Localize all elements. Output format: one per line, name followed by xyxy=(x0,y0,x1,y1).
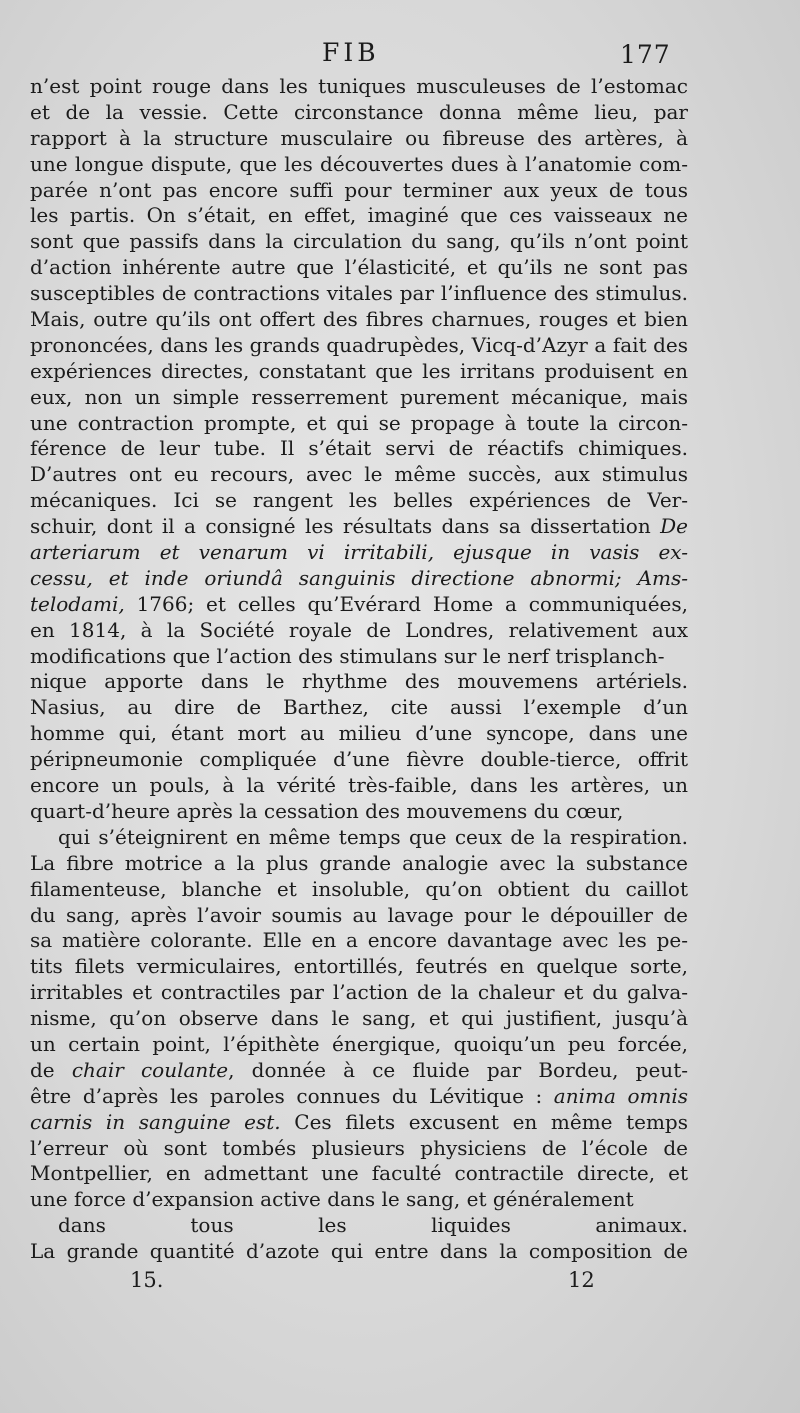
text-segment: Nasius, au dire de Barthez, cite aussi l’exemple d’un xyxy=(30,695,688,720)
text-line xyxy=(30,747,688,773)
text-segment: et de la vessie. Cette circonstance donna même lieu, par xyxy=(30,99,688,124)
text-segment: parée n’ont pas encore suffi pour terminer aux yeux de tous xyxy=(30,177,688,202)
italic-text: chair coulante xyxy=(71,1057,229,1082)
text-segment: sont que passifs dans la circulation du sang, qu’ils n’ont point xyxy=(30,229,688,254)
text-segment: férence de leur tube. Il s’était servi de réactifs chimiques. xyxy=(30,436,688,461)
text-line xyxy=(30,1187,688,1213)
text-line xyxy=(30,851,688,877)
signature-mark: 15. xyxy=(130,1268,164,1292)
page-header xyxy=(0,38,800,72)
text-segment: irritables et contractiles par l’action de la chaleur et du galva- xyxy=(30,980,688,1005)
text-segment: mécaniques. Ici se rangent les belles expériences de Ver- xyxy=(30,488,688,513)
text-line xyxy=(30,954,688,980)
text-segment: D’autres ont eu recours, avec le même succès, aux stimulus xyxy=(30,462,688,487)
text-segment: du sang, après l’avoir soumis au lavage pour le dépouiller de xyxy=(30,902,688,927)
page-footer xyxy=(0,1268,800,1298)
text-line xyxy=(30,928,688,954)
text-line xyxy=(30,255,688,281)
text-line xyxy=(30,592,688,618)
text-line xyxy=(30,1084,688,1110)
text-segment: tits filets vermiculaires, entortillés, feutrés en quelque sorte, xyxy=(30,954,688,979)
text-line xyxy=(30,618,688,644)
text-line xyxy=(30,695,688,721)
text-segment: prononcées, dans les grands quadrupèdes, Vicq-d’Azyr a fait des xyxy=(30,332,688,357)
italic-text: anima omnis xyxy=(553,1083,688,1108)
body-text xyxy=(30,74,688,1265)
text-line xyxy=(30,669,688,695)
text-line xyxy=(30,1161,688,1187)
text-line xyxy=(30,178,688,204)
text-line xyxy=(30,229,688,255)
text-segment: expériences directes, constatant que les irritans produisent en xyxy=(30,358,688,383)
text-line xyxy=(30,411,688,437)
italic-text: arteriarum et venarum vi irritabili, ejusque in vasis ex- xyxy=(30,540,688,565)
text-segment: filamenteuse, blanche et insoluble, qu’on obtient du caillot xyxy=(30,876,688,901)
text-segment: Ces filets excusent en même temps xyxy=(280,1109,688,1134)
text-line xyxy=(30,100,688,126)
text-segment: 1766; et celles qu’Evérard Home a communiquées, xyxy=(124,591,688,616)
text-line xyxy=(30,333,688,359)
text-line xyxy=(30,1006,688,1032)
text-line xyxy=(30,1213,688,1239)
text-segment: nique apporte dans le rhythme des mouvemens artériels. xyxy=(30,669,688,694)
text-line xyxy=(30,359,688,385)
text-segment: encore un pouls, à la vérité très-faible, dans les artères, un xyxy=(30,773,688,798)
text-segment: être d’après les paroles connues du Lévitique : xyxy=(30,1083,554,1108)
text-line xyxy=(30,281,688,307)
text-segment: dans tous les liquides animaux. xyxy=(58,1213,688,1238)
text-segment: nisme, qu’on observe dans le sang, et qui justifient, jusqu’à xyxy=(30,1006,688,1031)
text-segment: , donnée à ce fluide par Bordeu, peut- xyxy=(228,1057,688,1082)
text-line xyxy=(30,799,688,825)
text-line xyxy=(30,126,688,152)
text-line xyxy=(30,436,688,462)
text-line xyxy=(30,514,688,540)
text-segment: Mais, outre qu’ils ont offert des fibres charnues, rouges et bien xyxy=(30,307,688,332)
text-line xyxy=(30,566,688,592)
text-segment: une contraction prompte, et qui se propage à toute la circon- xyxy=(30,410,688,435)
text-segment: homme qui, étant mort au milieu d’une syncope, dans une xyxy=(30,721,688,746)
text-segment: quart-d’heure après la cessation des mouvemens du cœur, xyxy=(30,798,624,823)
text-line xyxy=(30,644,688,670)
text-segment: d’action inhérente autre que l’élasticité, et qu’ils ne sont pas xyxy=(30,255,688,280)
gathering-mark: 12 xyxy=(568,1268,595,1292)
text-line xyxy=(30,307,688,333)
text-segment: n’est point rouge dans les tuniques musculeuses de l’estomac xyxy=(30,74,688,98)
text-segment: en 1814, à la Société royale de Londres, relativement aux xyxy=(30,617,688,642)
text-line xyxy=(30,1110,688,1136)
text-segment: eux, non un simple resserrement purement mécanique, mais xyxy=(30,384,688,409)
text-segment: Montpellier, en admettant une faculté contractile directe, et xyxy=(30,1161,688,1186)
text-line xyxy=(30,825,688,851)
text-line xyxy=(30,74,688,100)
text-segment: susceptibles de contractions vitales par l’influence des stimulus. xyxy=(30,281,688,306)
italic-text: telodami, xyxy=(30,591,125,616)
text-segment: une force d’expansion active dans le sang, et généralement xyxy=(30,1187,634,1212)
italic-text: carnis in sanguine est. xyxy=(30,1109,281,1134)
text-segment: de xyxy=(30,1057,72,1082)
text-line xyxy=(30,540,688,566)
text-line xyxy=(30,1032,688,1058)
text-segment: La grande quantité d’azote qui entre dans la composition de xyxy=(30,1239,688,1264)
text-segment: modifications que l’action des stimulans sur le nerf trisplanch- xyxy=(30,643,665,668)
text-line xyxy=(30,721,688,747)
text-segment: un certain point, l’épithète énergique, quoiqu’un peu forcée, xyxy=(30,1031,688,1056)
text-line xyxy=(30,980,688,1006)
text-line xyxy=(30,773,688,799)
text-segment: sa matière colorante. Elle en a encore davantage avec les pe- xyxy=(30,928,688,953)
text-segment: l’erreur où sont tombés plusieurs physiciens de l’école de xyxy=(30,1135,688,1160)
text-line xyxy=(30,462,688,488)
text-line xyxy=(30,203,688,229)
italic-text: cessu, et inde oriundâ sanguinis directione abnormi; Ams- xyxy=(30,565,688,590)
text-line xyxy=(30,903,688,929)
text-line xyxy=(30,877,688,903)
text-segment: La fibre motrice a la plus grande analogie avec la substance xyxy=(30,850,688,875)
text-segment: les partis. On s’était, en effet, imaginé que ces vaisseaux ne xyxy=(30,203,688,228)
text-segment: qui s’éteignirent en même temps que ceux de la respiration. xyxy=(58,824,688,849)
text-line xyxy=(30,1058,688,1084)
running-head: FIB xyxy=(322,38,380,67)
text-line xyxy=(30,385,688,411)
italic-text: De xyxy=(660,514,688,539)
text-line xyxy=(30,1239,688,1265)
text-segment: rapport à la structure musculaire ou fibreuse des artères, à xyxy=(30,125,688,150)
text-line xyxy=(30,1136,688,1162)
page-number: 177 xyxy=(620,40,671,69)
text-segment: péripneumonie compliquée d’une fièvre double-tierce, offrit xyxy=(30,747,688,772)
text-line xyxy=(30,152,688,178)
text-line xyxy=(30,488,688,514)
text-segment: schuir, dont il a consigné les résultats dans sa dissertation xyxy=(30,514,661,539)
text-segment: une longue dispute, que les découvertes dues à l’anatomie com- xyxy=(30,151,688,176)
